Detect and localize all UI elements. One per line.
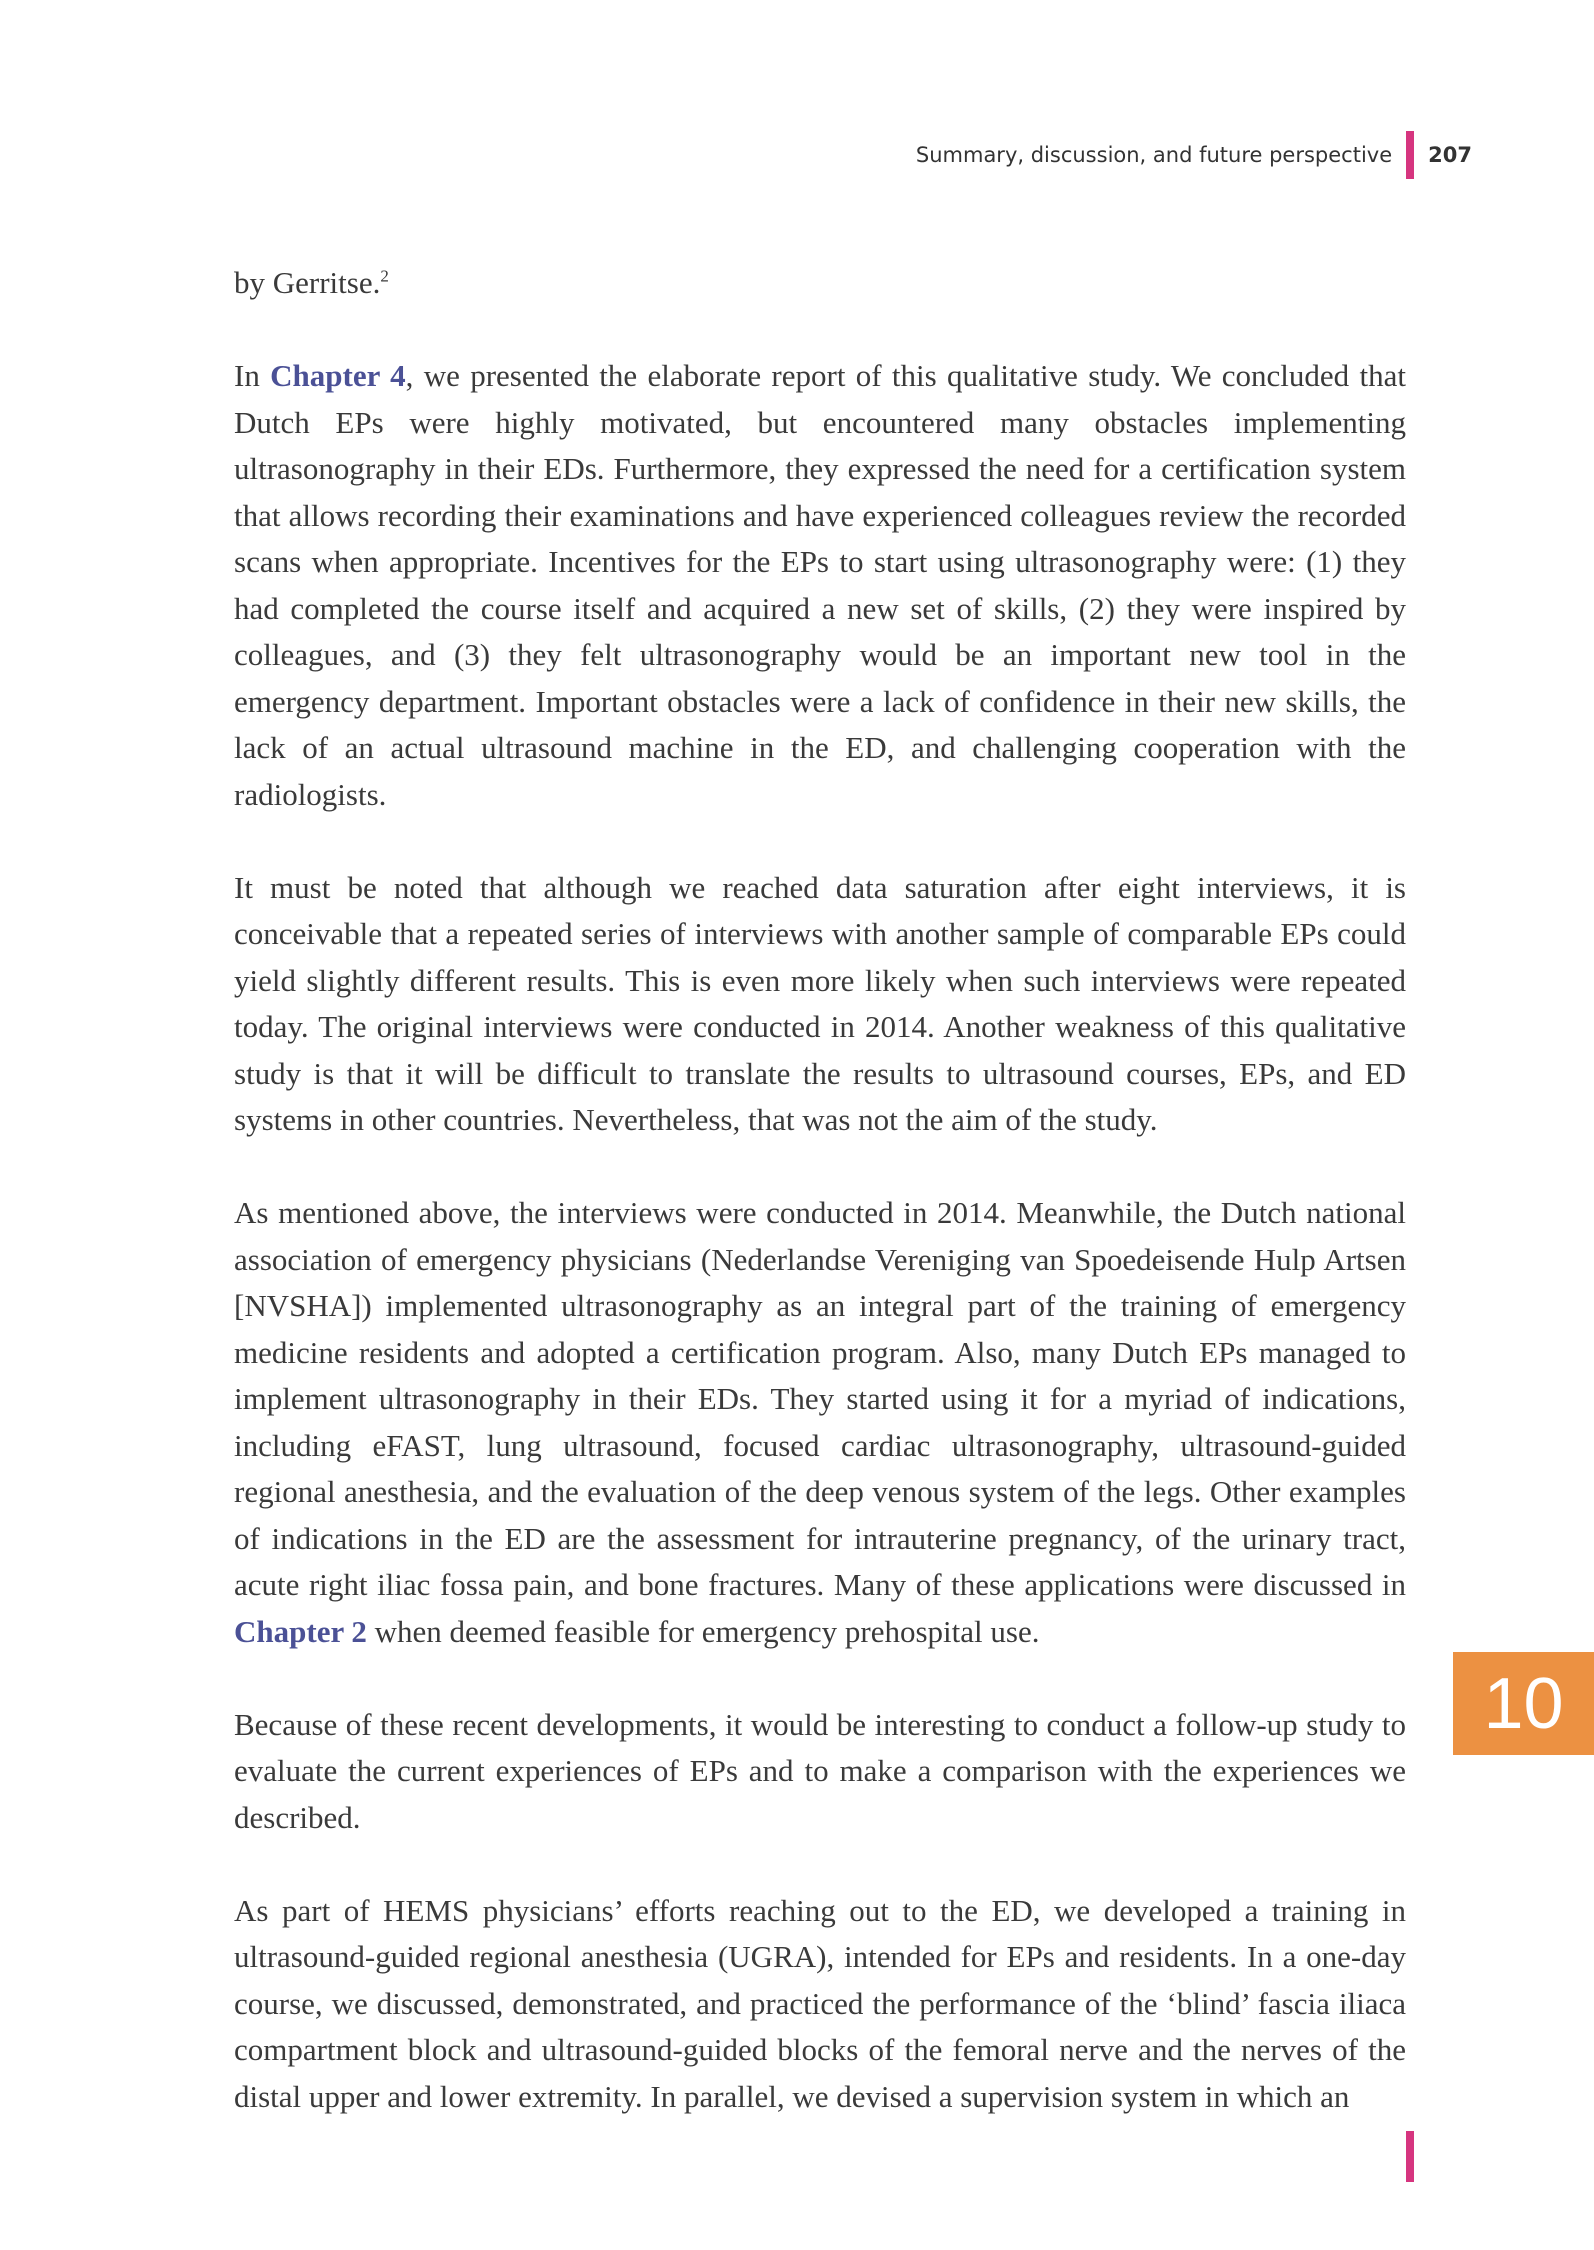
header-accent-bar: [1406, 131, 1414, 179]
paragraph-prefix: In: [234, 358, 271, 393]
paragraph-text: As mentioned above, the interviews were conducted in 2014. Meanwhile, the Dutch national association of emergency physicians (Nederlandse Vereniging van Spoedeisende Hulp Artsen [NVSHA]) implemented ultrasonography as an integral part of the training of emergency medicine residents and adopted a certification program. Also, many Dutch EPs managed to implement ultrasonography in their EDs. They started using it for a myriad of indications, including eFAST, lung ultrasound, focused cardiac ultrasonography, ultrasound-guided regional anesthesia, and the evaluation of the deep venous system of the legs. Other examples of indications in the ED are the assessment for intrauterine pregnancy, of the urinary tract, acute right iliac fossa pain, and bone fractures. Many of these applications were discussed in: [234, 1195, 1406, 1602]
paragraph-text: , we presented the elaborate report of this qualitative study. We concluded that Dutch EPs were highly motivated, but encountered many obstacles implementing ultrasonography in their EDs. Furthermore, they expressed the need for a certification system that allows recording their examinations and have experienced colleagues review the recorded scans when appropriate. Incentives for the EPs to start using ultrasonography were: (1) they had completed the course itself and acquired a new set of skills, (2) they were inspired by colleagues, and (3) they felt ultrasonography would be an important new tool in the emergency department. Important obstacles were a lack of confidence in their new skills, the lack of an actual ultrasound machine in the ED, and challenging cooperation with the radiologists.: [234, 358, 1406, 812]
footer-accent-bar: [1406, 2131, 1414, 2182]
paragraph-text: by Gerritse.: [234, 265, 381, 300]
chapter-tab: [1453, 1652, 1594, 1755]
paragraph-suffix: when deemed feasible for emergency prehospital use.: [366, 1613, 1040, 1649]
paragraph-limitations: It must be noted that although we reached data saturation after eight interviews, it is conceivable that a repeated series of interviews with another sample of comparable EPs could yield slightly different results. This is even more likely when such interviews were repeated today. The original interviews were conducted in 2014. Another weakness of this qualitative study is that it will be difficult to translate the results to ultrasound courses, EPs, and ED systems in other countries. Nevertheless, that was not the aim of the study.: [234, 869, 1406, 1137]
running-header-title: Summary, discussion, and future perspective: [915, 143, 1393, 167]
chapter-number: 10: [1483, 1663, 1564, 1744]
paragraph-developments: [234, 1190, 1406, 1655]
paragraph-continuation: [234, 260, 1406, 307]
chapter-2-link[interactable]: Chapter 2: [234, 1613, 367, 1649]
running-header: [916, 130, 1472, 180]
citation-superscript: 2: [380, 266, 389, 286]
paragraph-ugra-training: As part of HEMS physicians’ efforts reaching out to the ED, we developed a training in ultrasound-guided regional anesthesia (UGRA), intended for EPs and residents. In a one-day course, we discussed, demonstrated, and practiced the performance of the ‘blind’ fascia iliaca compartment block and ultrasound-guided blocks of the femoral nerve and the nerves of the distal upper and lower extremity. In parallel, we devised a supervision system in which an: [234, 1892, 1406, 2114]
paragraph-follow-up: Because of these recent developments, it would be interesting to conduct a follow-up study to evaluate the current experiences of EPs and to make a comparison with the experiences we described.: [234, 1706, 1406, 1835]
page-number: 207: [1428, 143, 1472, 167]
chapter-4-link[interactable]: Chapter 4: [270, 358, 406, 393]
paragraph-chapter-4-summary: [234, 353, 1406, 818]
body-text: [234, 260, 1406, 2167]
